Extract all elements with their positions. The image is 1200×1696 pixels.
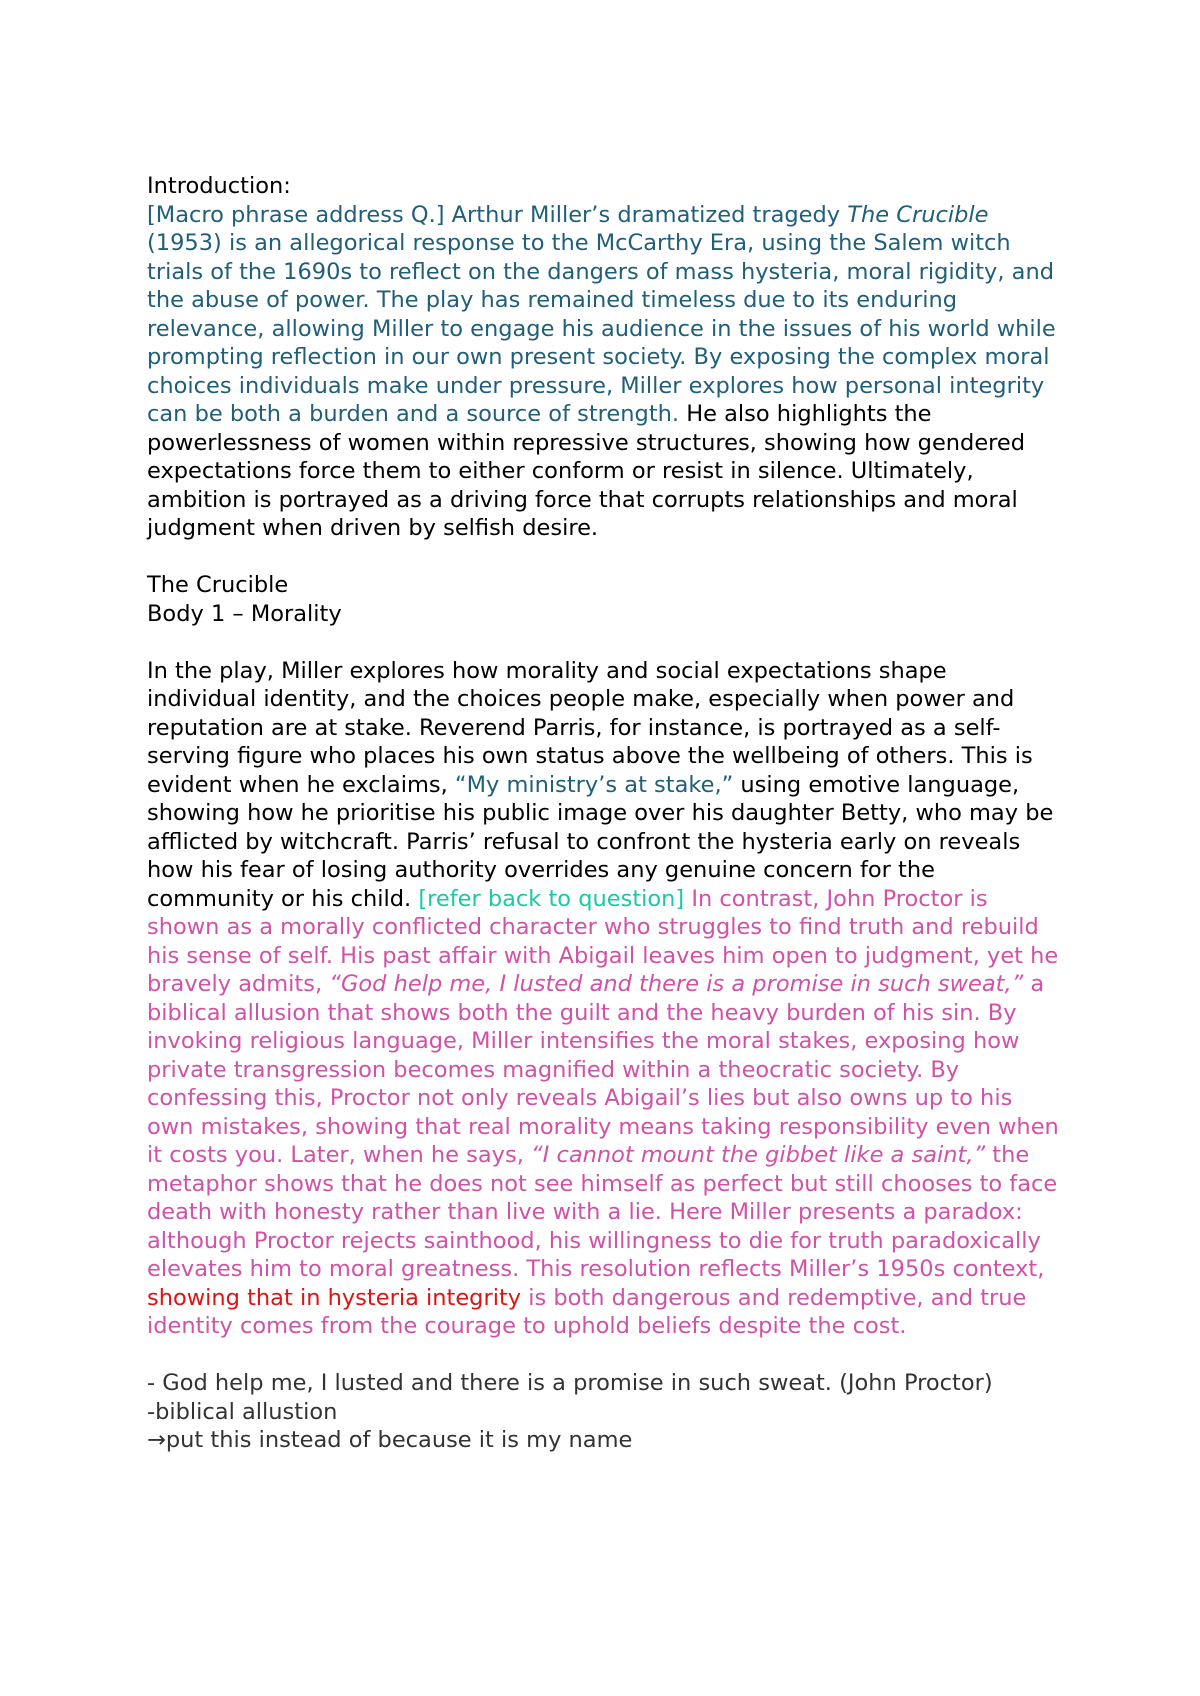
- body1-text-1: In the play, Miller explores how morality and social expectations shape individual identity, and the choices people make, especially when power and reputation are at stake. Reverend Parris, for instance, is portrayed as a self-serving figure who places his own status above the wellbeing of others. This is evident when he exclaims,: [147, 657, 1033, 798]
- spacer: [147, 628, 1062, 657]
- body1-refer-back: [refer back to question]: [418, 885, 685, 912]
- body1-pink-2: a biblical allusion that shows both the guilt and the heavy burden of his sin. By invoking religious language, Miller intensifies the moral stakes, exposing how private transgression becomes magnified within a theocratic society. By confessing this, Proctor not only reveals Abigail’s lies but also owns up to his own mistakes, showing that real morality means taking responsibility even when it costs you. Later, when he says,: [147, 971, 1059, 1168]
- intro-teal-text: [Macro phrase address Q.] Arthur Miller’s dramatized tragedy: [147, 201, 848, 228]
- spacer: [147, 1341, 1062, 1370]
- spacer: [147, 543, 1062, 572]
- section-title: The Crucible: [147, 572, 289, 598]
- intro-paragraph: [147, 201, 1062, 543]
- note-line-3: [147, 1426, 1062, 1455]
- intro-heading: Introduction:: [147, 173, 291, 199]
- body1-pink-1: In contrast, John Proctor is shown as a morally conflicted character who struggles to find truth and rebuild his sense of self. His past affair with Abigail leaves him open to judgment, yet he bravely admits,: [147, 885, 1059, 997]
- body1-paragraph: [147, 657, 1062, 1341]
- note-line-3-text: put this instead of because it is my name: [165, 1427, 633, 1453]
- note-line-1: - God help me, I lusted and there is a promise in such sweat. (John Proctor): [147, 1370, 993, 1396]
- body1-quote-parris: “My ministry’s at stake,”: [454, 771, 734, 798]
- body1-quote-proctor-2: “I cannot mount the gibbet like a saint,”: [531, 1142, 986, 1168]
- arrow-icon: →: [147, 1427, 166, 1453]
- intro-teal-text-2: (1953) is an allegorical response to the McCarthy Era, using the Salem witch trials of the 1690s to reflect on the dangers of mass hysteria, moral rigidity, and the abuse of power. The play has remained timeless due to its enduring relevance, allowing Miller to engage his audience in the issues of his world while prompting reflection in our own present society. By exposing the complex moral choices individuals make under pressure, Miller explores how personal integrity can be both a burden and a source of strength.: [147, 230, 1056, 427]
- section-subtitle: Body 1 – Morality: [147, 600, 342, 627]
- body1-quote-proctor-1: “God help me, I lusted and there is a promise in such sweat,”: [329, 971, 1024, 997]
- note-line-2: -biblical allustion: [147, 1398, 338, 1425]
- intro-black-text: He also highlights the powerlessness of women within repressive structures, showing how gendered expectations force them to either conform or resist in silence. Ultimately, ambition is portrayed as a driving force that corrupts relationships and moral judgment when driven by selfish desire.: [147, 401, 1026, 541]
- body1-text-2: using emotive language, showing how he prioritise his public image over his daughter Betty, who may be afflicted by witchcraft. Parris’ refusal to confront the hysteria early on reveals how his fear of losing authority overrides any genuine concern for the community or his child.: [147, 771, 1054, 912]
- body1-red-text: showing that in hysteria integrity: [147, 1284, 522, 1311]
- body1-pink-3: the metaphor shows that he does not see himself as perfect but still chooses to face death with honesty rather than live with a lie. Here Miller presents a paradox: although Proctor rejects sainthood, his willingness to die for truth paradoxically elevates him to moral greatness. This resolution reflects Miller’s 1950s context,: [147, 1142, 1058, 1282]
- document-content: [147, 172, 1062, 1455]
- intro-title-italic: The Crucible: [847, 201, 989, 228]
- body1-pink-4: is both dangerous and redemptive, and true identity comes from the courage to uphold beliefs despite the cost.: [147, 1284, 1027, 1339]
